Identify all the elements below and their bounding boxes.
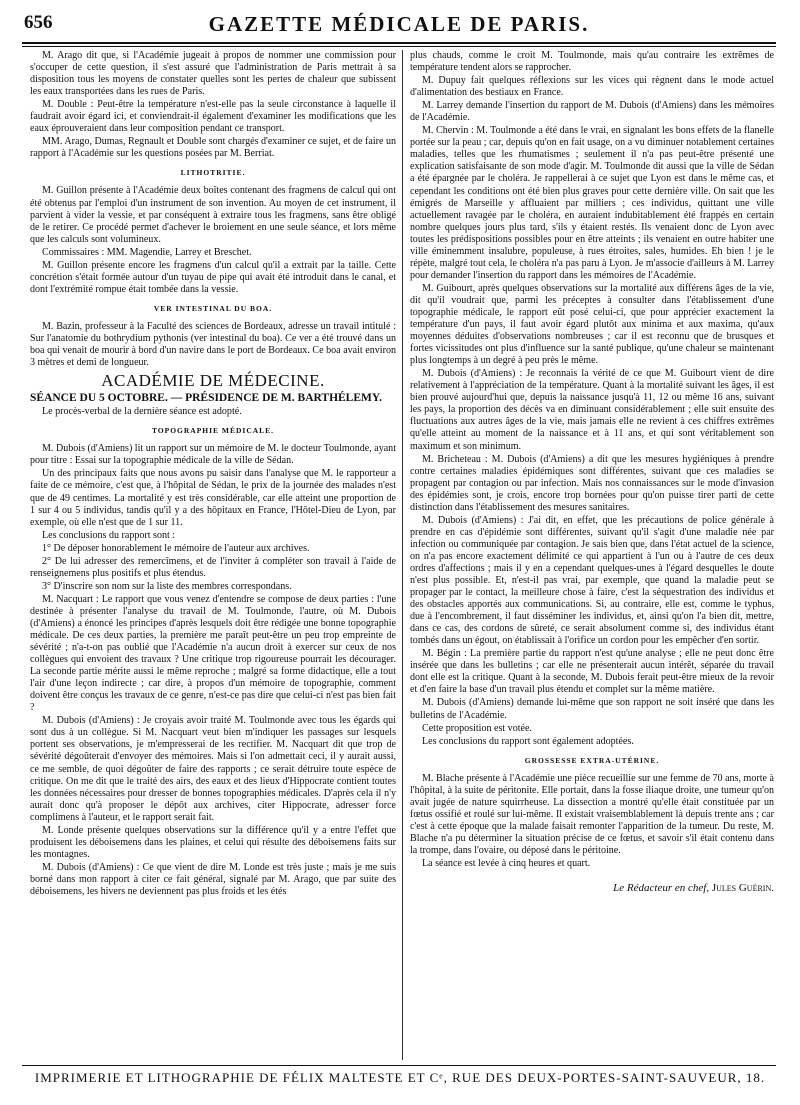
paragraph: M. Bazin, professeur à la Faculté des sciences de Bordeaux, adresse un travail intitulé : Sur l'anatomie du bothrydium pythonis (ver intestinal du boa). Ce ver a été trouvé dans un boa qui venait de mourir à bord d'un navire dans le port de Bordeaux. Ce boa avait environ 3 mètres et demi de longueur. — [30, 320, 396, 369]
paragraph: Le procès-verbal de la dernière séance est adopté. — [42, 406, 242, 418]
paragraph: M. Nacquart : Le rapport que vous venez d'entendre se compose de deux parties : l'une destinée à présenter l'analyse du travail de M. Toulmonde, l'autre, où M. Dubois (d'Amiens) a énoncé les principes d'après lesquels doit être rédigée une bonne topographie médicale. De ces deux parties, la première me paraît peut-être un peu trop empreinte de sévérité ; n'a-t-on pas oublié que l'Académie n'a aucun droit à exercer sur ceux de nos collègues qui envoient des travaux ? Une critique trop rigoureuse pourrait les décourager. La seconde partie mérite aussi le même reproche ; malgré sa forme didactique, elle a tout l'air d'une leçon indirecte ; car dire, à propos d'un mémoire de topographie, comment doivent être conçus les travaux de ce genre, n'est-ce pas dire que celui-ci n'est pas bien fait ? — [30, 593, 396, 714]
paragraph: M. Blache présente à l'Académie une pièce recueillie sur une femme de 70 ans, morte à l'hôpital, à la suite de péritonite. Elle portait, dans la fosse iliaque droite, une tumeur qu'on avait jugée de nature squirrheuse. La dissection a montré qu'elle était constituée par un fœtus ossifié et roulé sur lui-même. Il existait vraisemblablement là depuis trente ans ; car c'est à cette époque que la malade faisait remonter l'apparition de la tumeur. Du reste, M. Blache n'a pu déterminer la situation précise de ce fœtus, et savoir s'il était contenu dans la trompe, dans l'ovaire, ou déposé dans le péritoine. — [410, 772, 774, 856]
paragraph: M. Arago dit que, si l'Académie jugeait à propos de nommer une commission pour s'occuper de cette question, il s'est assuré que l'administration de Paris mettrait à sa disposition tous les moyens de constater quelles sont les pertes de chaleur que subissent les eaux transportées dans les rues de Paris. — [30, 50, 396, 98]
paragraph: 2° De lui adresser des remercîmens, et de l'inviter à compléter son travail à l'aide de renseignemens plus positifs et plus étendus. — [30, 555, 396, 579]
academy-heading: ACADÉMIE DE MÉDECINE. — [101, 371, 325, 391]
page-number: 656 — [24, 12, 53, 33]
paragraph: M. Chervin : M. Toulmonde a été dans le vrai, en signalant les bons effets de la flanelle portée sur la peau ; car, depuis qu'on en fait usage, on a vu diminuer notablement certaines maladies, telles que les rhumatismes ; seulement il n'a pas peut-être présenté une explication satisfaisante de son mode d'agir. M. Toulmonde dit aussi que la ville de Sédan a été épargnée par le choléra. Je rappellerai à ce sujet que Lyon est dans le même cas, et cependant les conditions ont été bien plus graves pour cette dernière ville. On sait que les émigrés de Marseille y affluaient par milliers ; ces individus, quittant une ville actuellement ravagée par le choléra, en auraient indubitablement été frappés en certain nombre quelques jours plus tard, s'ils y étaient restés. Ils venaient donc de Lyon avec toutes les prédispositions possibles pour en être atteints ; ils venaient en outre habiter une ville éminemment insalubre, populeuse, à rues étroites, sales, humides. Eh bien ! je le répète, malgré tout cela, le choléra n'a pas paru à Lyon. Je m'associe d'ailleurs à M. Larrey pour demander l'insertion du rapport dans les mémoires de l'Académie. — [410, 125, 774, 281]
section-heading: GROSSESSE EXTRA-UTÉRINE. — [524, 755, 660, 765]
paragraph: M. Guillon présente à l'Académie deux boîtes contenant des fragmens de calcul qui ont été obtenus par l'emploi d'un instrument de son invention. Au moyen de cet instrument, il parvient à vider la vessie, et par conséquent à extraire tous les fragmens, sans être obligé de le retirer. Ce procédé permet d'achever le broiement en une seule séance, et lors même que les calculs sont volumineux. — [30, 185, 396, 245]
signature-name: Jules Guérin. — [711, 882, 774, 895]
left-column — [30, 50, 396, 899]
journal-title: GAZETTE MÉDICALE DE PARIS. — [208, 12, 590, 36]
paragraph: M. Guillon présente encore les fragmens d'un calcul qu'il a extrait par la taille. Cette concrétion s'était formée autour d'un tuyau de pipe qui avait été introduit dans le canal, et dont l'extrémité rompue était tombée dans la vessie. — [30, 259, 396, 295]
paragraph: M. Larrey demande l'insertion du rapport de M. Dubois (d'Amiens) dans les mémoires de l'Académie. — [410, 100, 774, 124]
footer-rule — [22, 1065, 776, 1066]
paragraph: M. Guibourt, après quelques observations sur la mortalité aux différens âges de la vie, dit qu'il voudrait que, parmi les préceptes à consulter dans l'établissement d'une topographie médicale, le rapport eût posé celui-ci, que pour apprécier exactement la température d'un pays, il faut avoir égard plutôt aux minima et aux maxima, qu'aux moyennes déduites d'observations nombreuses ; car il est reconnu que de brusques et fortes vicissitudes ont plus d'influence sur la santé publique, qu'une chaleur se maintenant plus longtemps à un degré à peu près le même. — [410, 282, 774, 367]
session-heading: SÉANCE DU 5 OCTOBRE. — PRÉSIDENCE DE M. BARTHÉLEMY. — [30, 392, 383, 405]
page-header — [24, 12, 774, 40]
paragraph: 3° D'inscrire son nom sur la liste des membres correspondans. — [42, 580, 292, 592]
paragraph: Commissaires : MM. Magendie, Larrey et Breschet. — [42, 246, 252, 258]
paragraph: M. Dubois (d'Amiens) : Ce que vient de dire M. Londe est très juste ; mais je me suis borné dans mon rapport à citer ce fait général, signalé par M. Arago, que par suite des déboisemens, les hivers ne deviennent pas plus froids et les étés — [30, 861, 396, 897]
paragraph: La séance est levée à cinq heures et quart. — [422, 858, 591, 870]
paragraph: M. Dubois (d'Amiens) : J'ai dit, en effet, que les précautions de police générale à prendre en cas d'épidémie sont différentes, suivant qu'il s'agit d'une maladie née par infection ou communiquée par contagion. Je sais bien que, dans l'état actuel de la science, on n'a pas encore exactement délimité ce qui appartient à l'un ou à l'autre de ces deux ordres d'affections ; mais il y en a cependant quelques-unes à l'égard desquelles le doute n'est plus possible. Et, n'est-il pas vrai, par exemple, que quand la maladie peut se propager par le contact, la meilleure chose à faire, c'est la séquestration des individus et des obstacles apportés aux communications. Si, au contraire, elle est, comme le typhus, due à l'encombrement, il faut disséminer les individus, et, ainsi qu'on l'a bien dit, mettre, dans ce cas, des cordons de sûreté, ce serait absolument comme si, des individus étant tombés dans un égout, on établissait à l'orifice un cordon pour les empêcher d'en sortir. — [410, 514, 774, 647]
paragraph: plus chauds, comme le croit M. Toulmonde, mais qu'au contraire les extrêmes de température tendent alors se rapprocher. — [410, 50, 774, 74]
paragraph: Un des principaux faits que nous avons pu saisir dans l'analyse que M. le rapporteur a faite de ce mémoire, c'est que, à l'hôpital de Sédan, le prix de la journée des malades n'est que de 49 centimes. La mortalité y est très considérable, car elle atteint une proportion de 1 sur 4 ou 5 individus, tandis qu'il y a des hôpitaux en France, l'Hôtel-Dieu de Lyon, par exemple, où elle n'est que de 1 sur 11. — [30, 468, 396, 528]
paragraph: M. Dubois (d'Amiens) : Je croyais avoir traité M. Toulmonde avec tous les égards qui sont dus à un collègue. Si M. Nacquart veut bien m'indiquer les passages sur lesquels portent ses observations, je m'empresserai de les rectifier. M. Nacquart dit que trop de sévérité dégoûterait d'envoyer des mémoires. Mais si l'on admettait ceci, il y aurait aussi, ce me semble, de quoi dégoûter de faire des rapports ; ce serait détruire toute espèce de critique. On me dit que le traité des airs, des eaux et des lieux d'Hippocrate contient toutes les données nécessaires pour dresser de bonnes topographies médicales. D'après cela il n'y aurait donc qu'à proposer le dépôt aux archives, citer Hippocrate, adresser force complimens à l'auteur, et le rapport serait fait. — [30, 715, 396, 823]
paragraph: M. Bégin : La première partie du rapport n'est qu'une analyse ; elle ne peut donc être insérée que dans les bulletins ; car elle ne présenterait aucun intérêt, séparée du travail dont elle est la critique. Quant à la seconde, M. Dubois ferait peut-être mieux de la revoir et d'en faire la base d'un travail plus étendu et complet sur la même matière. — [410, 648, 774, 696]
paragraph: M. Bricheteau : M. Dubois (d'Amiens) a dit que les mesures hygiéniques à prendre contre certaines maladies épidémiques sont différentes, suivant que ces maladies se propagent par contagion ou par infection. Mais nos connaissances sur le mode d'invasion des épidémies sont, je crois, encore trop bornées pour qu'on puisse tirer parti de cette distinction dans l'établissement des mesures sanitaires. — [410, 453, 774, 513]
paragraph: M. Londe présente quelques observations sur la différence qu'il y a entre l'effet que produisent les déboisemens dans les plaines, et celui qui résulte des déboisemens faits sur les montagnes. — [30, 824, 396, 860]
paragraph: M. Dubois (d'Amiens) demande lui-même que son rapport ne soit inséré que dans les bulletins de l'Académie. — [410, 697, 774, 721]
paragraph: MM. Arago, Dumas, Regnault et Double sont chargés d'examiner ce sujet, et de faire un rapport à l'Académie sur les questions posées par M. Berriat. — [30, 136, 396, 160]
column-divider — [402, 50, 403, 1060]
printer-imprint: IMPRIMERIE ET LITHOGRAPHIE DE FÉLIX MALTESTE ET Cᵉ, RUE DES DEUX-PORTES-SAINT-SAUVEUR, 18. — [34, 1070, 766, 1085]
right-column — [410, 50, 774, 894]
paragraph: Les conclusions du rapport sont également adoptées. — [422, 735, 634, 747]
header-rule — [22, 42, 776, 47]
paragraph: Cette proposition est votée. — [422, 722, 532, 734]
section-heading: TOPOGRAPHIE MÉDICALE. — [151, 426, 275, 436]
editor-signature — [410, 882, 774, 894]
paragraph: M. Double : Peut-être la température n'est-elle pas la seule circonstance à laquelle il faudrait avoir égard ici, et conviendrait-il également d'examiner les modifications que les eaux éprouveraient dans leur composition pendant ce transport. — [30, 99, 396, 135]
section-heading: LITHOTRITIE. — [180, 168, 246, 178]
paragraph: M. Dupuy fait quelques réflexions sur les vices qui règnent dans le mode actuel d'alimentation des bestiaux en France. — [410, 75, 774, 99]
paragraph: M. Dubois (d'Amiens) lit un rapport sur un mémoire de M. le docteur Toulmonde, ayant pour titre : Essai sur la topographie médicale de la ville de Sédan. — [30, 443, 396, 467]
signature-role: Le Rédacteur en chef, — [613, 882, 710, 895]
paragraph: Les conclusions du rapport sont : — [42, 529, 176, 541]
paragraph: M. Dubois (d'Amiens) : Je reconnais la vérité de ce que M. Guibourt vient de dire relativement à l'appréciation de la température. Quant à la mortalité suivant les âges, il est bien prouvé aujourd'hui que, depuis la naissance jusqu'à 11, 12 ou même 16 ans, suivant les pays, la proportion des décès va en diminuant considérablement ; elle suit ensuite des fluctuations aux autres âges de la vie, mais jamais elle ne revient à ces chiffres extrêmes qu'elle atteint au moment de la naissance et à 11 ans, et qui sont véritablement son maximum et son minimum. — [410, 368, 774, 452]
paragraph: 1° De déposer honorablement le mémoire de l'auteur aux archives. — [42, 542, 310, 554]
section-heading: VER INTESTINAL DU BOA. — [153, 303, 273, 313]
